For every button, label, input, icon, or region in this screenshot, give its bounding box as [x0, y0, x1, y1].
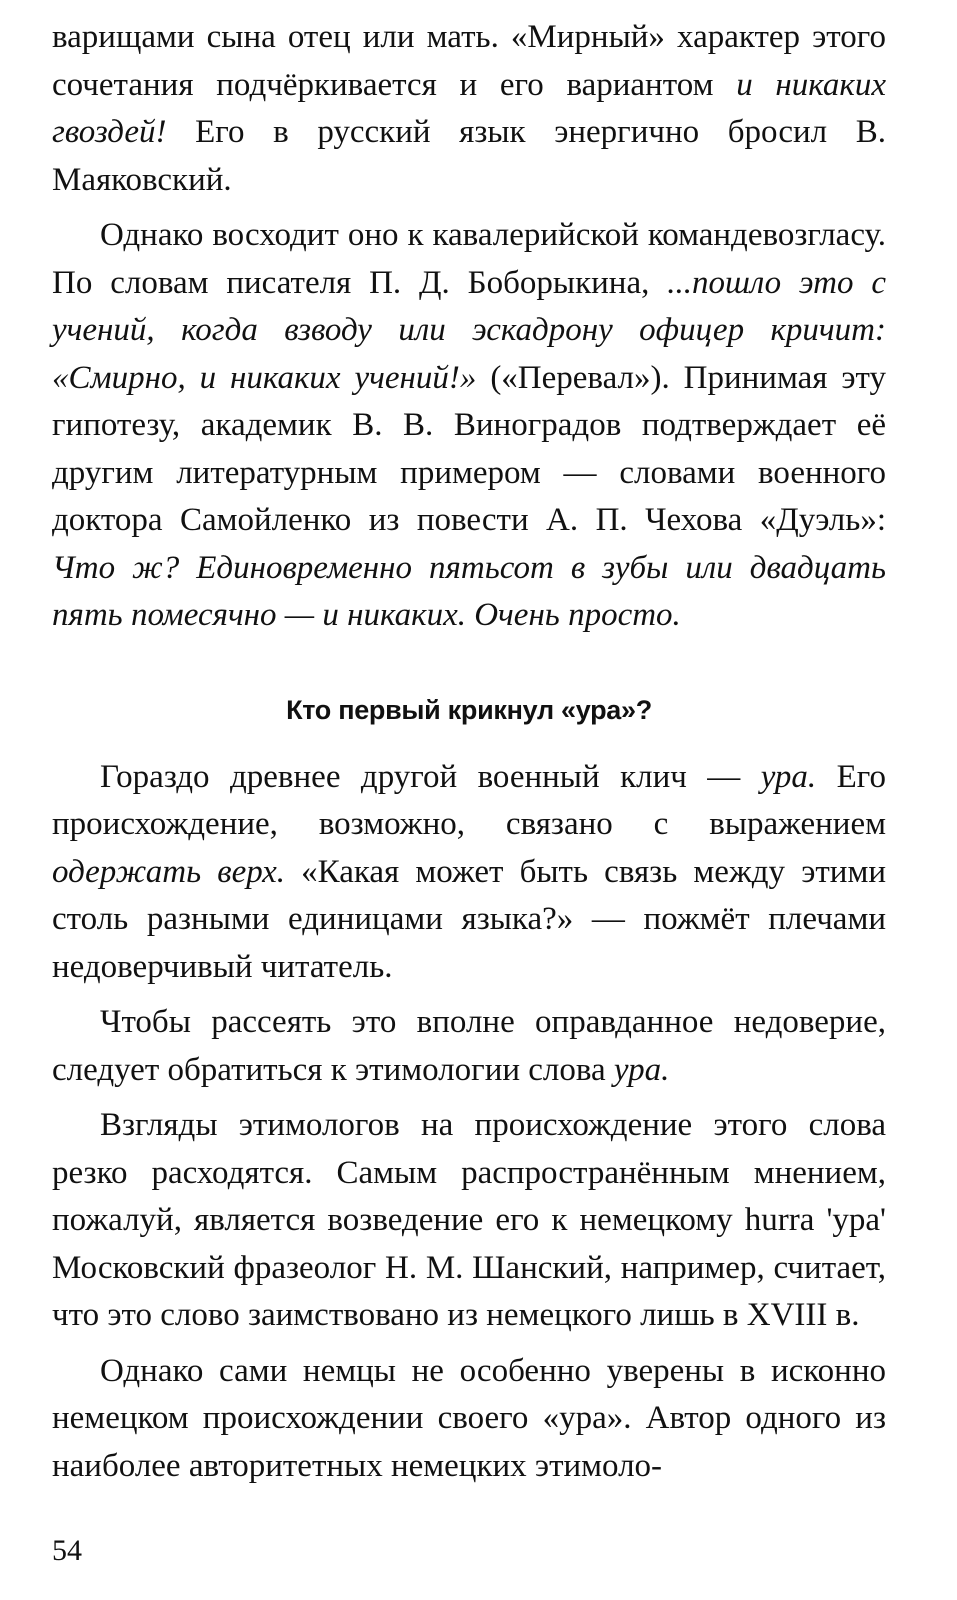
page-number: 54	[52, 1534, 82, 1567]
paragraph-1-text-2: Его в русский язык энергично бросил В. Маяковский.	[52, 114, 886, 198]
paragraph-4-text-1: Чтобы рассеять это вполне оправданное недоверие, следует обратиться к этимологии слова	[52, 1004, 886, 1088]
paragraph-3-text-2: Его происхождение, возможно, связано с выражением	[52, 758, 886, 842]
paragraph-2-italic-2: Что ж? Единовременно пятьсот в зубы или двадцать пять помесячно — и никаких. Очень просто.	[52, 549, 886, 633]
page-body	[52, 14, 886, 1490]
paragraph-5	[52, 1102, 886, 1340]
paragraph-3-text-1: Гораздо древнее другой военный клич —	[100, 758, 761, 795]
section-heading: Кто первый крикнул «ура»?	[286, 694, 652, 725]
paragraph-3-text-3: «Какая может быть связь между этими столь разными единицами языка?» — пожмёт плечами недоверчивый читатель.	[52, 853, 886, 985]
paragraph-2-text-2: («Перевал»). Принимая эту гипотезу, академик В. В. Виноградов подтверждает её другим литературным примером — словами военного доктора Самойленко из повести А. П. Чехова «Дуэль»:	[52, 359, 886, 538]
paragraph-6	[52, 1348, 886, 1491]
paragraph-6-text-1: Однако сами немцы не особенно уверены в исконно немецком происхождении своего «ура». Автор одного из наиболее авторитетных немецких этимоло-	[52, 1352, 886, 1484]
paragraph-3-italic-2: одержать верх.	[52, 853, 285, 890]
paragraph-2	[52, 212, 886, 640]
paragraph-2-text-1: Однако восходит оно к кавалерийской командевозгласу. По словам писателя П. Д. Боборыкина,	[52, 217, 886, 301]
paragraph-1-text-1: варищами сына отец или мать. «Мирный» характер этого сочетания подчёркивается и его вариантом	[52, 19, 886, 103]
paragraph-2-italic-1: ...пошло это с учений, когда взводу или эскадрону офицер кричит: «Смирно, и никаких учений!»	[52, 264, 886, 396]
paragraph-1	[52, 14, 886, 204]
paragraph-1-italic-1: и никаких гвоздей!	[52, 66, 886, 150]
paragraph-4	[52, 999, 886, 1094]
paragraph-3-italic-1: ура.	[760, 758, 817, 795]
paragraph-5-text-1: Взгляды этимологов на происхождение этого слова резко расходятся. Самым распространённым мнением, пожалуй, является возведение его к немецкому hurra 'ура' Московский фразеолог Н. М. Шанский, например, считает, что это слово заимствовано из немецкого лишь в XVIII в.	[52, 1107, 886, 1333]
paragraph-4-italic-1: ура.	[613, 1051, 670, 1088]
paragraph-3	[52, 754, 886, 992]
